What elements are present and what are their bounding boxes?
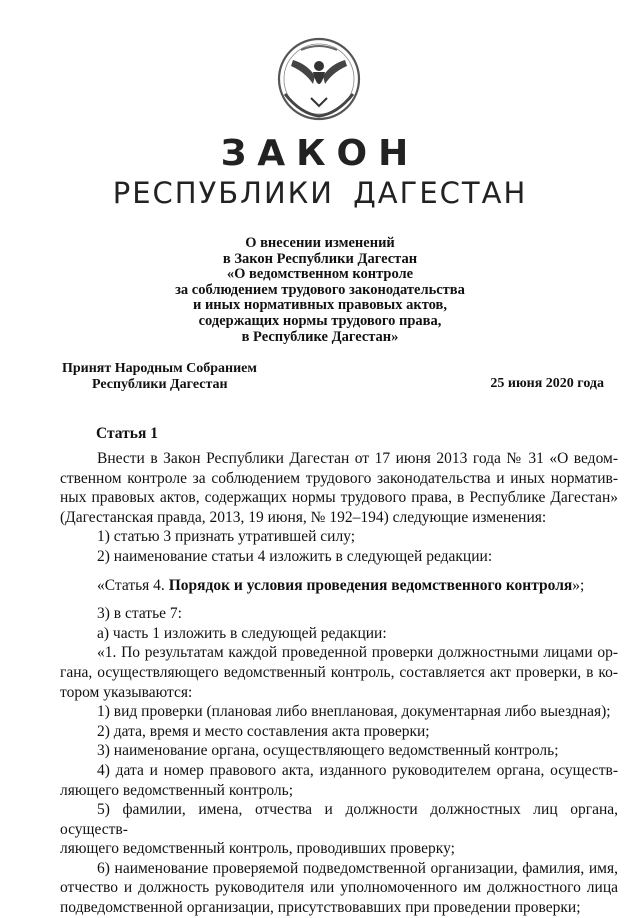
adoption-block — [62, 361, 257, 393]
sub-item: 3) наименование органа, осуществляющего ведомственный контроль; — [97, 742, 559, 760]
law-name-line: в Республике Дагестан» — [241, 328, 399, 345]
law-name-line: и иных нормативных правовых актов, — [192, 297, 448, 314]
quoted-article-title — [60, 576, 618, 596]
body-line: «1. По результатам каждой проведенной проверки должностными лицами ор- — [97, 644, 618, 662]
body-line: ных правовых актов, содержащих нормы трудового права, в Республике Дагестан» — [60, 489, 618, 507]
body-line: 6) наименование проверяемой подведомственной организации, фамилия, имя, — [97, 859, 618, 877]
body-line: 4) дата и номер правового акта, изданного руководителем органа, осуществ- — [97, 761, 618, 779]
law-name — [0, 236, 640, 345]
list-item: 1) статью 3 признать утратившей силу; — [97, 528, 356, 546]
list-item: 3) в статье 7: — [97, 605, 182, 623]
coat-of-arms-emblem — [271, 36, 367, 122]
article-heading: Статья 1 — [96, 425, 158, 442]
body-line: 5) фамилии, имена, отчества и должности должностных лиц органа, осуществ- — [60, 801, 618, 838]
law-name-line: «О ведомственном контроле — [226, 266, 414, 283]
body-line: ляющего ведомственный контроль, проводивших проверку; — [60, 840, 455, 858]
body-line: гана, осуществляющего ведомственный контроль, составляется акт проверки, в ко- — [60, 663, 618, 681]
body-line: тором указываются: — [60, 683, 193, 701]
law-name-line: за соблюдением трудового законодательства — [175, 281, 465, 298]
adoption-line: Республики Дагестан — [92, 377, 228, 392]
quote-bold-title: Порядок и условия проведения ведомственного контроля — [168, 576, 573, 594]
law-name-line: в Закон Республики Дагестан — [222, 250, 418, 267]
article-body — [60, 449, 618, 918]
law-name-line: содержащих нормы трудового права, — [198, 312, 442, 329]
list-item: а) часть 1 изложить в следующей редакции: — [97, 624, 387, 642]
sub-item: 1) вид проверки (плановая либо внеплановая, документарная либо выездная); — [97, 703, 611, 721]
adoption-line: Принят Народным Собранием — [62, 361, 257, 376]
body-line: подведомственной организации, присутствовавших при проведении проверки; — [60, 899, 581, 917]
quote-prefix: «Статья 4. — [97, 576, 169, 594]
list-item: 2) наименование статьи 4 изложить в следующей редакции: — [97, 547, 493, 565]
body-line: (Дагестанская правда, 2013, 19 июня, № 192–194) следующие изменения: — [60, 508, 547, 526]
quote-suffix: »; — [572, 576, 585, 594]
republic-title: РЕСПУБЛИКИ ДАГЕСТАН — [112, 176, 528, 210]
adoption-date: 25 июня 2020 года — [490, 376, 604, 391]
sub-item: 2) дата, время и место составления акта проверки; — [97, 722, 430, 740]
body-line: ляющего ведомственный контроль; — [60, 781, 293, 799]
law-name-line: О внесении изменений — [245, 235, 395, 251]
body-line: ственном контроле за соблюдением трудового законодательства и иных норматив- — [60, 469, 618, 487]
body-line: Внести в Закон Республики Дагестан от 17 июня 2013 года № 31 «О ведом- — [97, 450, 618, 467]
body-line: отчество и должность руководителя или уполномоченного им должностного лица — [60, 879, 618, 897]
law-title: ЗАКОН — [220, 133, 420, 174]
